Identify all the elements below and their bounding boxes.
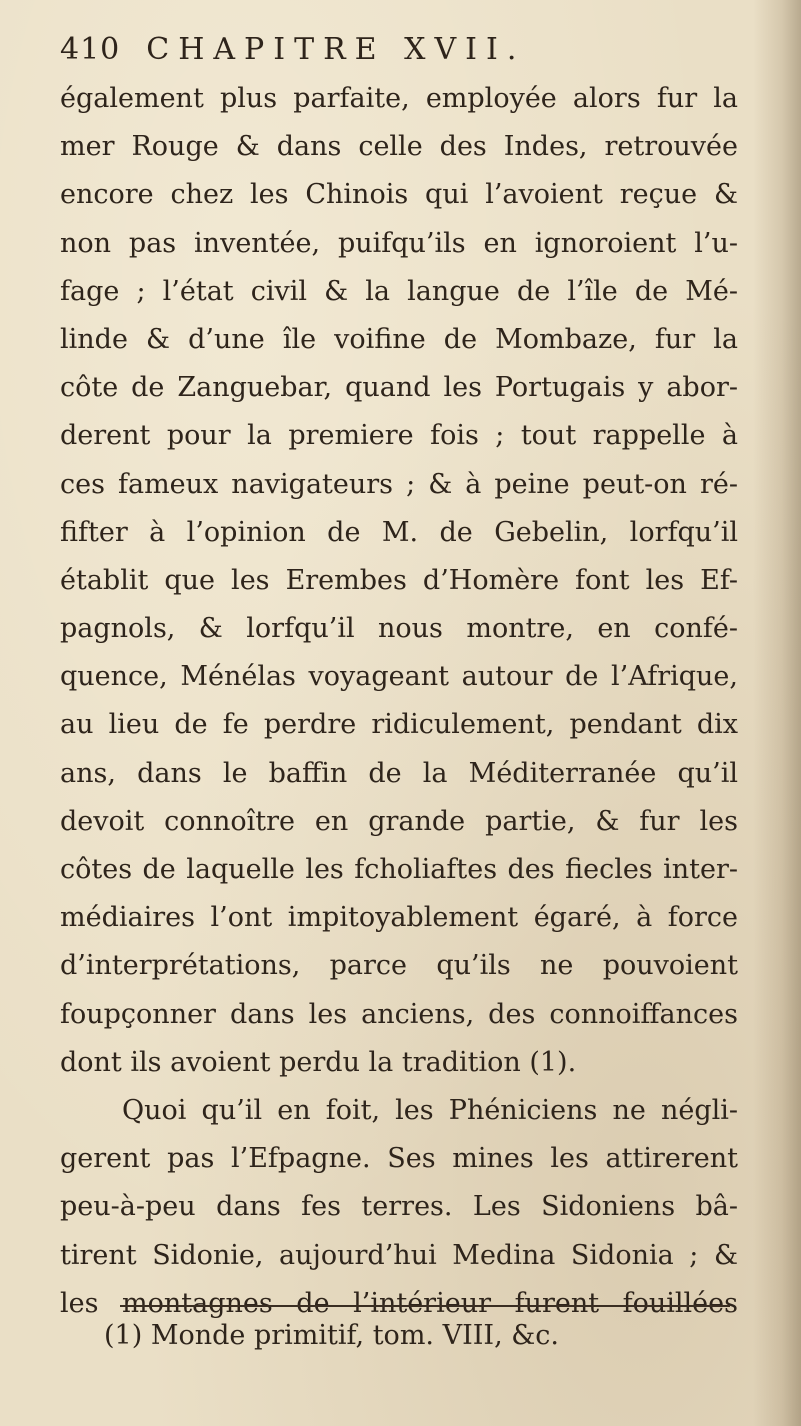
text-line: dont ils avoient perdu la tradition (1). xyxy=(60,1046,577,1078)
chapter-title: CHAPITRE XVII. xyxy=(146,32,526,67)
footnote-separator xyxy=(120,1305,730,1307)
text-line: côtes de laquelle les fcholiaftes des fiecles inter- xyxy=(60,854,738,885)
text-line: au lieu de fe perdre ridiculement, pendant dix xyxy=(60,709,738,741)
page-edge-shadow xyxy=(753,0,801,1426)
text-line: peu-à-peu dans fes terres. Les Sidoniens bâ- xyxy=(60,1191,738,1223)
text-line: côte de Zanguebar, quand les Portugais y abor- xyxy=(60,372,738,404)
footnote: (1) Monde primitif, tom. VIII, &c. xyxy=(104,1320,559,1351)
text-line: non pas inventée, puifqu’ils en ignoroient l’u- xyxy=(60,227,738,259)
text-line: les montagnes de l’intérieur furent fouillées xyxy=(60,1287,738,1319)
text-line: médiaires l’ont impitoyablement égaré, à force xyxy=(60,902,738,934)
text-line: fage ; l’état civil & la langue de l’île de Mé- xyxy=(60,275,738,307)
body-text xyxy=(60,75,738,1328)
page-number: 410 xyxy=(60,32,121,67)
text-line: également plus parfaite, employée alors fur la xyxy=(60,83,738,114)
text-line: ans, dans le baffin de la Méditerranée qu’il xyxy=(60,757,738,789)
text-line: ces fameux navigateurs ; & à peine peut-on ré- xyxy=(60,468,738,500)
running-head xyxy=(60,32,525,67)
text-line: devoit connoître en grande partie, & fur les xyxy=(60,805,738,837)
text-line: gerent pas l’Efpagne. Ses mines les attirerent xyxy=(60,1143,738,1175)
text-line: mer Rouge & dans celle des Indes, retrouvée xyxy=(60,131,738,163)
text-line: encore chez les Chinois qui l’avoient reçue & xyxy=(60,179,738,211)
text-line: Quoi qu’il en foit, les Phéniciens ne négli- xyxy=(122,1094,738,1126)
text-line: foupçonner dans les anciens, des connoiffances xyxy=(60,998,738,1030)
text-line: établit que les Erembes d’Homère font les Ef- xyxy=(60,564,738,596)
text-line: quence, Ménélas voyageant autour de l’Afrique, xyxy=(60,661,738,693)
text-line: d’interprétations, parce qu’ils ne pouvoient xyxy=(60,950,738,982)
text-line: linde & d’une île voifine de Mombaze, fur la xyxy=(60,323,738,355)
text-line: fifter à l’opinion de M. de Gebelin, lorfqu’il xyxy=(60,516,738,548)
text-line: derent pour la premiere fois ; tout rappelle à xyxy=(60,420,738,452)
text-line: pagnols, & lorfqu’il nous montre, en confé- xyxy=(60,613,738,645)
text-line: tirent Sidonie, aujourd’hui Medina Sidonia ; & xyxy=(60,1239,738,1271)
